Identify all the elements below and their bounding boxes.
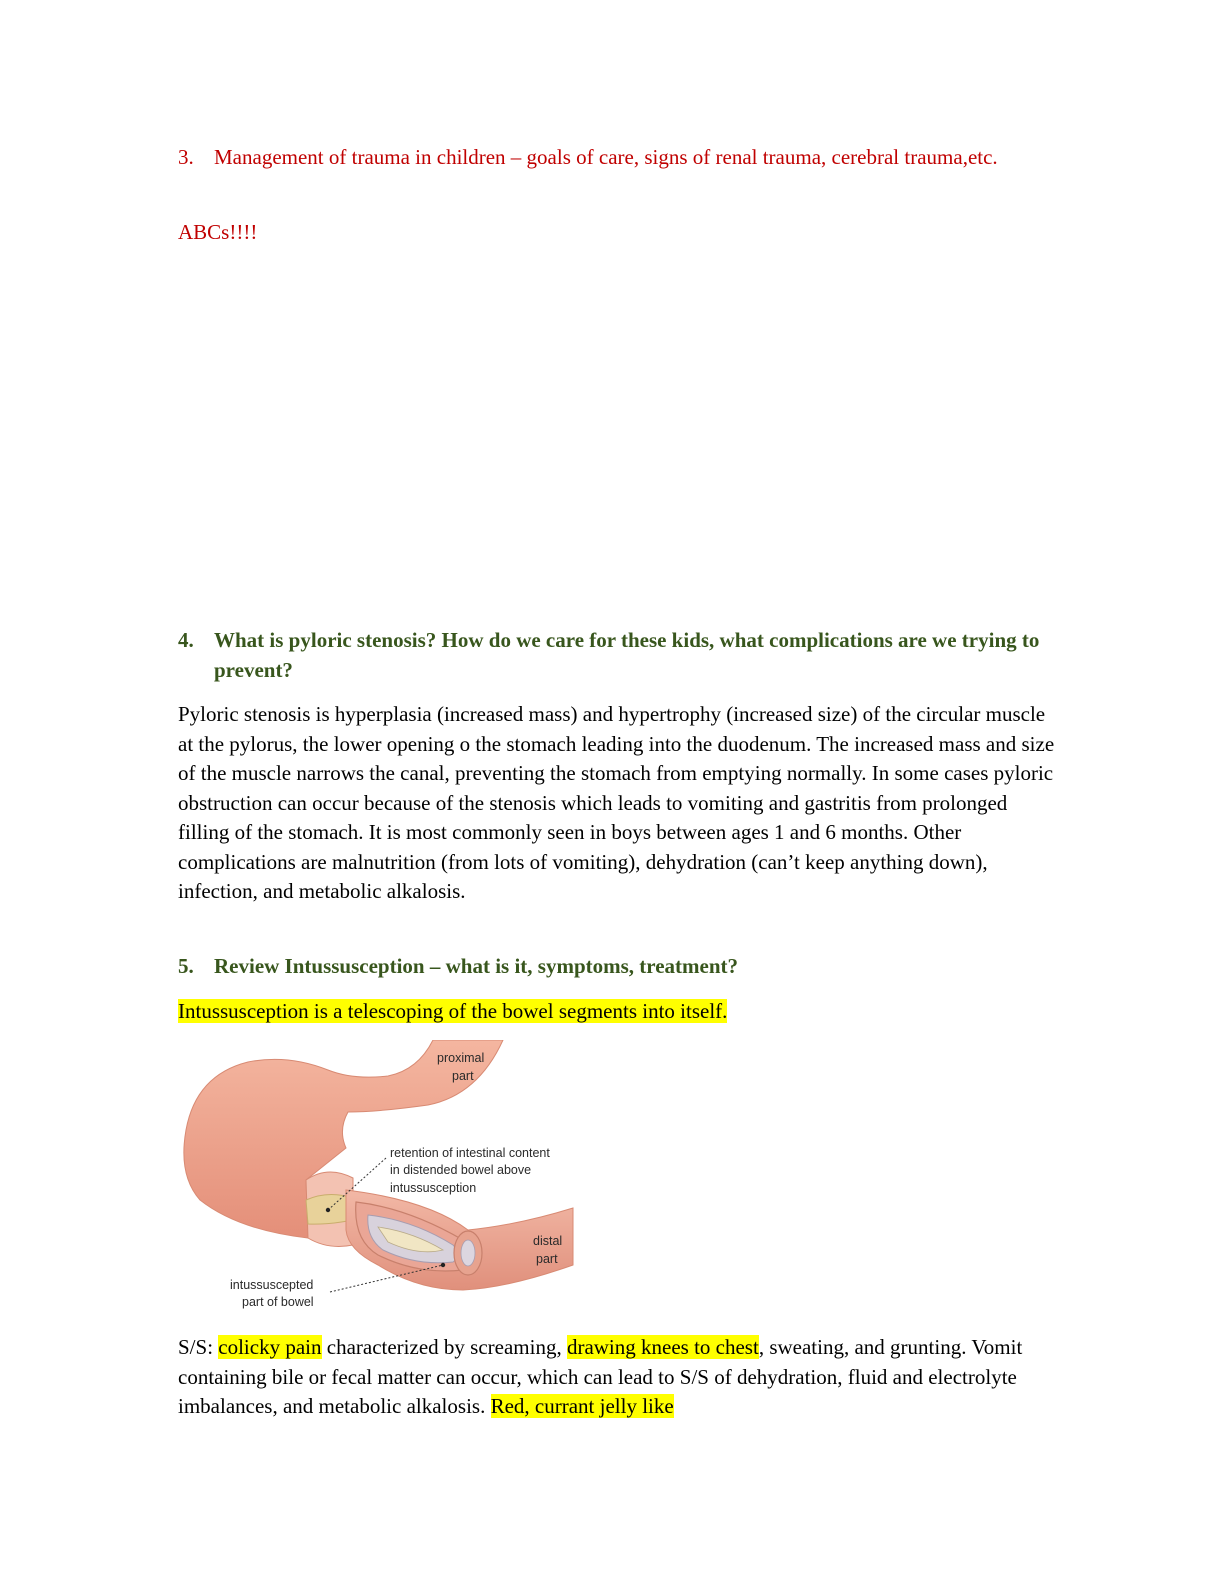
question-3-number: 3. — [178, 145, 194, 169]
ss-text-2: , sweating, and grunting. Vomit containing bile or fecal matter can occur, which can lead to S/S of dehydration, fluid and electrolyte imbalances, and metabolic alkalosis. — [178, 1335, 1023, 1418]
question-4-title: What is pyloric stenosis? How do we care for these kids, what complications are we trying to prevent? — [214, 628, 1040, 682]
ss-prefix: S/S: — [178, 1335, 219, 1359]
question-5 — [178, 951, 1078, 981]
question-4-number: 4. — [178, 628, 194, 652]
ss-text-1: characterized by screaming, — [321, 1335, 567, 1359]
intussusception-diagram — [178, 1040, 578, 1315]
label-retention-3: intussusception — [390, 1181, 477, 1195]
label-intussuscepted-part: part of bowel — [242, 1295, 314, 1309]
question-3-answer: ABCs!!!! — [178, 220, 258, 244]
intussusception-definition — [178, 997, 1058, 1027]
retention-leader-dot — [326, 1208, 330, 1212]
label-intussuscepted: intussuscepted — [230, 1278, 314, 1292]
question-4-answer: Pyloric stenosis is hyperplasia (increased mass) and hypertrophy (increased size) of the circular muscle at the pylorus, the lower opening o the stomach leading into the duodenum. The increased mass and size of the muscle narrows the canal, preventing the stomach from emptying normally. In some cases pyloric obstruction can occur because of the stenosis which leads to vomiting and gastritis from prolonged filling of the stomach. It is most commonly seen in boys between ages 1 and 6 months. Other complications are malnutrition (from lots of vomiting), dehydration (can’t keep anything down), infection, and metabolic alkalosis. — [178, 702, 1055, 903]
label-retention-2: in distended bowel above — [390, 1163, 532, 1177]
question-5-title: Review Intussusception – what is it, symptoms, treatment? — [214, 954, 739, 978]
question-4 — [178, 625, 1078, 685]
label-distal: distal — [533, 1234, 563, 1248]
question-5-number: 5. — [178, 954, 194, 978]
intussuscepted-leader-dot — [441, 1263, 445, 1267]
question-3-title: Management of trauma in children – goals of care, signs of renal trauma, cerebral trauma,etc. — [214, 145, 998, 169]
question-3 — [178, 142, 1078, 172]
definition-highlight: Intussusception is a telescoping of the bowel segments into itself. — [178, 999, 728, 1023]
ss-highlight-currant-jelly: Red, currant jelly like — [490, 1394, 674, 1418]
label-proximal-part: part — [452, 1069, 474, 1083]
label-proximal: proximal — [437, 1051, 485, 1065]
telescope-tip-inner — [461, 1240, 475, 1266]
ss-highlight-colicky-pain: colicky pain — [218, 1335, 322, 1359]
signs-symptoms-paragraph — [178, 1333, 1058, 1422]
label-distal-part: part — [536, 1252, 558, 1266]
label-retention-1: retention of intestinal content — [390, 1146, 550, 1160]
ss-highlight-knees-to-chest: drawing knees to chest — [566, 1335, 759, 1359]
